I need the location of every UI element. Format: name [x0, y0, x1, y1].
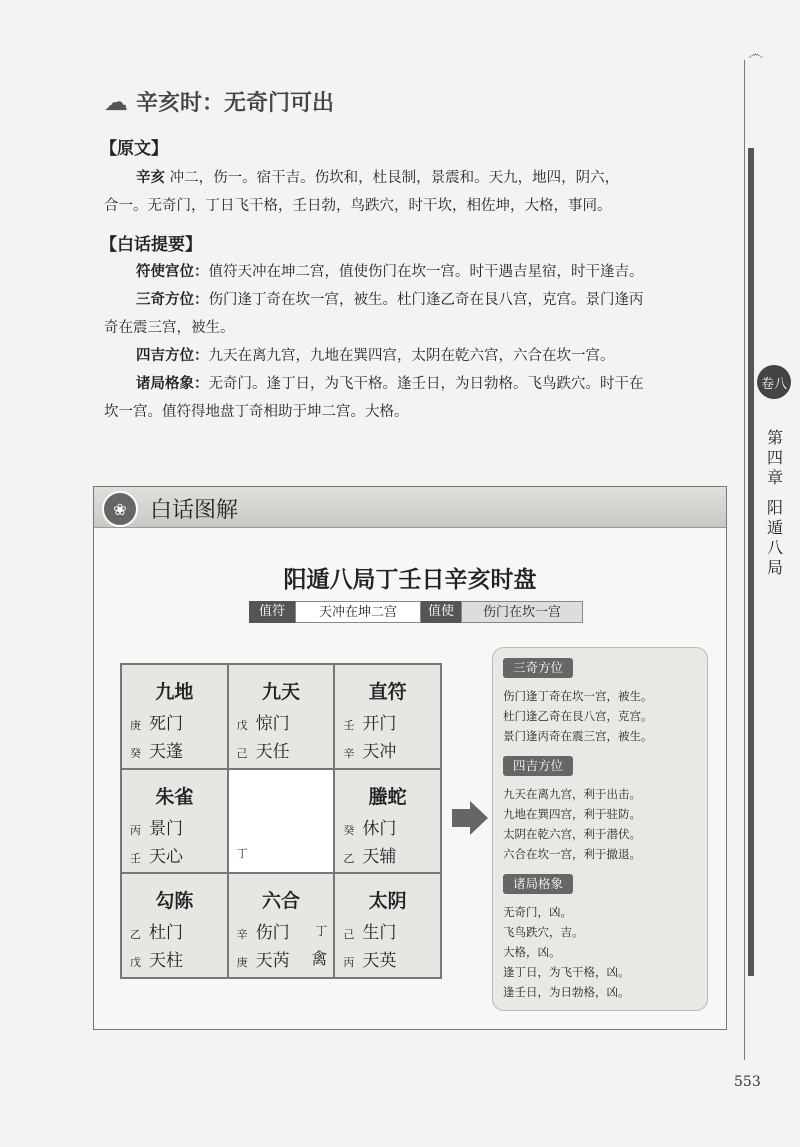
baihua-p2 — [104, 286, 744, 342]
cloud-ornament-icon: ☁ — [104, 88, 128, 116]
palace-e — [335, 770, 440, 873]
palace-star-row — [343, 842, 396, 867]
center-stem-row — [237, 842, 256, 862]
palace-door-row — [130, 814, 183, 839]
page-number: 553 — [734, 1074, 761, 1090]
stem: 己 — [236, 747, 248, 760]
baihua-p2-lead: 三奇方位： — [136, 291, 209, 308]
baihua-p2-text-1: 伤门逢丁奇在坎一宫，被生。杜门逢乙奇在艮八宫，克宫。景门逢丙 — [208, 292, 644, 308]
stem: 戊 — [130, 956, 141, 970]
door: 惊门 — [255, 714, 290, 734]
palace-sw — [122, 874, 227, 977]
baihua-p2-text-2: 奇在震三宫，被生。 — [104, 320, 235, 336]
door: 生门 — [362, 923, 397, 944]
baihua-p1-text: 值符天冲在坤二宫，值使伤门在坎一宫。时干遇吉星宿，时干逢吉。 — [208, 264, 644, 280]
palace-s — [229, 874, 334, 977]
geju-line: 无奇门，凶。 — [503, 905, 572, 919]
siji-line: 六合在坎一宫，利于撤退。 — [503, 847, 641, 861]
palace-star-row — [343, 946, 396, 971]
palace-door-row — [237, 918, 290, 943]
star: 天英 — [362, 951, 397, 972]
siji-line: 九天在离九宫，利于出击。 — [503, 787, 641, 801]
siji-line: 九地在巽四宫，利于驻防。 — [503, 807, 641, 821]
star: 天辅 — [362, 846, 397, 867]
baihua-p1-lead: 符使宫位： — [136, 263, 209, 280]
illustration-header — [94, 487, 726, 528]
star: 天任 — [255, 742, 290, 762]
door: 杜门 — [149, 923, 183, 944]
palace-door-row — [130, 709, 183, 734]
geju-line: 飞鸟跌穴，吉。 — [503, 925, 584, 939]
section-heading-baihua: 【白话提要】 — [100, 235, 202, 255]
palace-star-row — [237, 737, 290, 762]
palace-deity: 螣蛇 — [368, 785, 407, 808]
palace-se — [335, 874, 440, 977]
palace-star-row — [130, 946, 183, 971]
stem: 壬 — [130, 851, 141, 865]
page-title: 辛亥时：无奇门可出 — [136, 91, 335, 116]
illustration-header-label: 白话图解 — [150, 498, 239, 523]
baihua-p4-text-1: 无奇门。逢丁日，为飞干格。逢壬日，为日勃格。飞鸟跌穴。时干在 — [208, 376, 644, 392]
chapter-title: 阳遁八局 — [766, 498, 783, 577]
door: 景门 — [149, 818, 183, 839]
sanqi-line: 伤门逢丁奇在坎一宫，被生。 — [503, 689, 653, 703]
margin-rule — [744, 60, 745, 1060]
palace-deity: 九天 — [261, 681, 300, 703]
palace-deity: 勾陈 — [155, 890, 194, 913]
palace-deity: 九地 — [155, 681, 194, 703]
stem: 庚 — [130, 719, 141, 732]
sanqi-line: 景门逢丙奇在震三宫，被生。 — [503, 729, 653, 743]
palace-w — [122, 770, 227, 873]
star: 天芮 — [255, 951, 290, 972]
stem: 丙 — [130, 823, 141, 837]
stem: 癸 — [343, 823, 355, 837]
geju-line: 大格，凶。 — [503, 945, 561, 959]
door: 死门 — [149, 714, 183, 734]
baihua-p3 — [104, 342, 744, 370]
palace-star-row — [237, 946, 290, 971]
chart-title: 阳遁八局丁壬日辛亥时盘 — [283, 567, 537, 593]
palace-door-row — [343, 918, 396, 943]
stem: 辛 — [343, 747, 355, 760]
section-heading-yuanwen: 【原文】 — [100, 139, 168, 159]
baihua-p4-text-2: 坎一宫。值符得地盘丁奇相助于坤二宫。大格。 — [104, 404, 409, 420]
geju-badge: 诸局格象 — [503, 874, 573, 894]
summary-panel — [492, 647, 708, 1011]
palace-grid — [120, 663, 442, 979]
palace-n — [229, 665, 334, 768]
sanqi-line: 杜门逢乙奇在艮八宫，克宫。 — [503, 709, 653, 723]
stem: 戊 — [236, 719, 248, 732]
star: 天心 — [149, 846, 183, 867]
corner-ornament-icon: ෴ — [748, 44, 764, 63]
margin-bar — [748, 148, 754, 976]
geju-line: 逢壬日，为日勃格，凶。 — [503, 985, 630, 999]
baihua-p1 — [104, 258, 744, 286]
extra-stem: 丁 — [315, 924, 328, 939]
stem: 乙 — [343, 851, 355, 865]
star: 天蓬 — [149, 742, 183, 762]
stem: 丙 — [343, 956, 355, 970]
stem: 癸 — [130, 747, 141, 760]
palace-door-row — [237, 709, 290, 734]
zhishi-value: 伤门在坎一宫 — [461, 601, 583, 623]
emblem-icon: ❀ — [102, 491, 138, 527]
arrow-right-tip — [470, 801, 488, 835]
zhishi-label: 值使 — [421, 601, 461, 623]
palace-door-row — [343, 709, 396, 734]
star: 天冲 — [362, 742, 397, 762]
palace-center — [229, 770, 334, 873]
zhifu-label: 值符 — [249, 601, 295, 623]
stem: 乙 — [130, 928, 141, 942]
baihua-p4-lead: 诸局格象： — [136, 375, 209, 392]
baihua-p3-text: 九天在离九宫，九地在巽四宫，太阴在乾六宫，六合在坎一宫。 — [208, 348, 615, 364]
zhifu-value: 天冲在坤二宫 — [295, 601, 421, 623]
palace-ne — [335, 665, 440, 768]
door: 伤门 — [255, 923, 290, 944]
palace-door-row — [130, 918, 183, 943]
siji-line: 太阴在乾六宫，利于潜伏。 — [503, 827, 641, 841]
palace-deity: 六合 — [261, 890, 300, 913]
palace-deity: 直符 — [368, 681, 407, 703]
stem: 庚 — [236, 956, 248, 970]
door: 休门 — [362, 818, 397, 839]
siji-badge: 四吉方位 — [503, 756, 573, 776]
stem: 丁 — [236, 846, 248, 860]
palace-star-row — [130, 842, 183, 867]
stem: 辛 — [236, 928, 248, 942]
yuanwen-lead: 辛亥 — [136, 169, 165, 186]
stem: 己 — [343, 928, 355, 942]
yuanwen-paragraph — [104, 164, 744, 220]
yuanwen-text-1: 冲二，伤一。宿干吉。伤坎和，杜艮制，景震和。天九，地四，阴六， — [169, 170, 620, 186]
palace-star-row — [130, 737, 183, 762]
stem: 壬 — [343, 719, 355, 732]
extra-star: 禽 — [311, 949, 328, 969]
illustration-box — [93, 486, 727, 1030]
star: 天柱 — [149, 951, 183, 972]
volume-badge: 卷八 — [757, 365, 791, 399]
geju-line: 逢丁日，为飞干格，凶。 — [503, 965, 630, 979]
baihua-p3-lead: 四吉方位： — [136, 347, 209, 364]
door: 开门 — [362, 714, 397, 734]
palace-nw — [122, 665, 227, 768]
chapter-number: 第四章 — [766, 428, 783, 487]
palace-deity: 太阴 — [368, 890, 407, 913]
sanqi-badge: 三奇方位 — [503, 658, 573, 678]
baihua-p4 — [104, 370, 744, 426]
arrow-right-icon — [452, 809, 470, 827]
palace-deity: 朱雀 — [155, 785, 194, 808]
palace-door-row — [343, 814, 396, 839]
yuanwen-text-2: 合一。无奇门，丁日飞干格，壬日勃，鸟跌穴，时干坎，相佐坤，大格，事同。 — [104, 198, 612, 214]
palace-star-row — [343, 737, 396, 762]
